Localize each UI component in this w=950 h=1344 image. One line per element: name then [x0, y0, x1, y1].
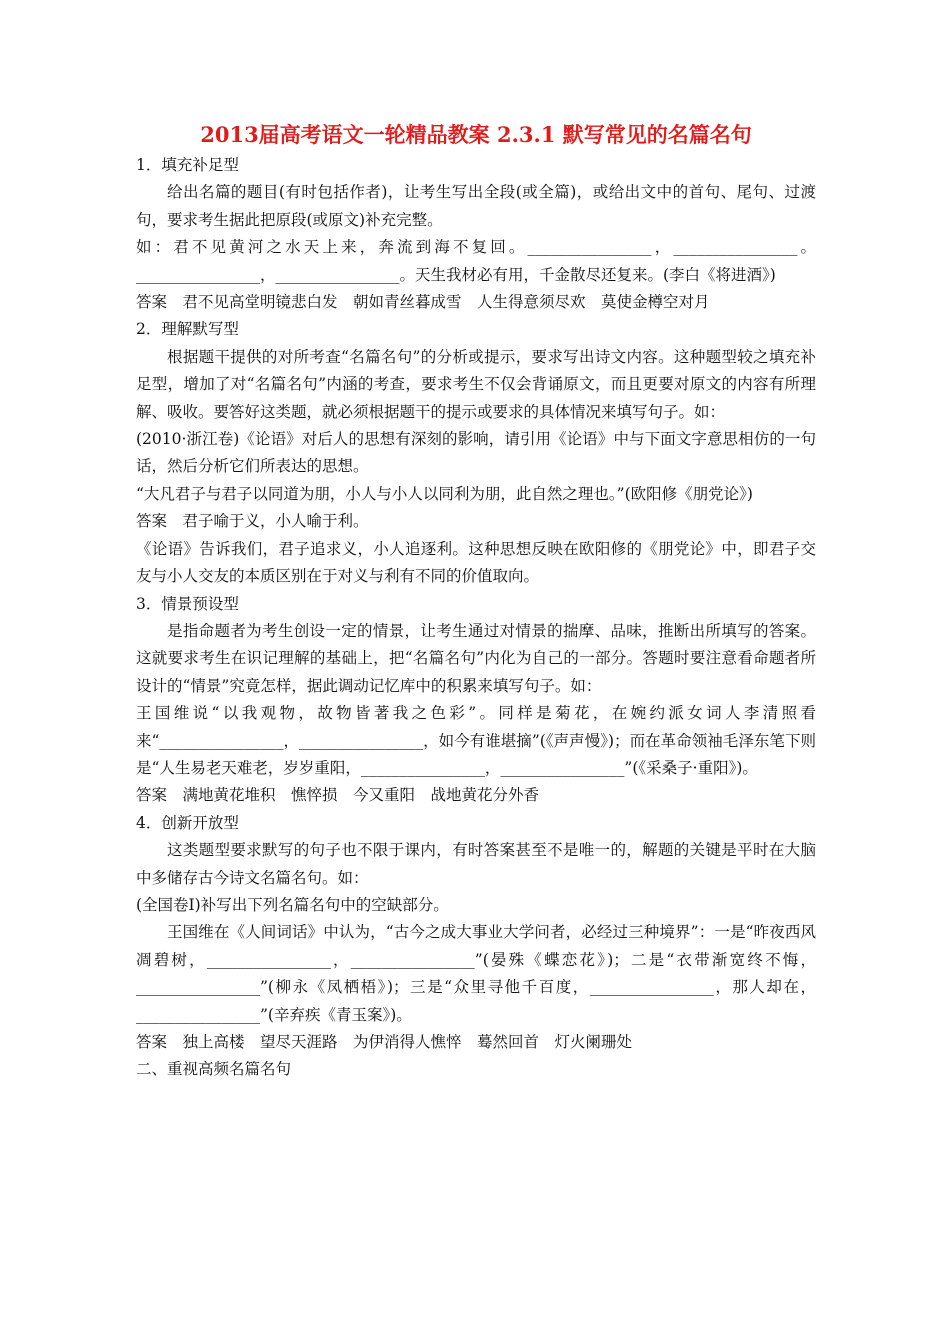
section-heading: 4．创新开放型	[136, 813, 239, 832]
paragraph: 《论语》告诉我们，君子追求义，小人追逐利。这种思想反映在欧阳修的《朋党论》中，即君子交友与小人交友的本质区别在于对义与利有不同的价值取向。	[136, 539, 816, 586]
paragraph: 答案 满地黄花堆积 憔悴损 今又重阳 战地黄花分外香	[136, 786, 540, 805]
paragraph: 答案 君不见高堂明镜悲白发 朝如青丝暮成雪 人生得意须尽欢 莫使金樽空对月	[136, 293, 710, 312]
section-heading: 3．情景预设型	[136, 594, 239, 613]
paragraph: “大凡君子与君子以同道为朋，小人与小人以同利为朋，此自然之理也。”(欧阳修《朋党论》)	[136, 484, 753, 503]
document-page	[136, 118, 816, 1084]
paragraph: (2010·浙江卷)《论语》对后人的思想有深刻的影响，请引用《论语》中与下面文字意思相仿的一句话，然后分析它们所表达的思想。	[136, 430, 816, 476]
section-heading: 二、重视高频名篇名句	[136, 1060, 292, 1079]
paragraph: 给出名篇的题目(有时包括作者)，让考生写出全段(或全篇)，或给出文中的首句、尾句、过渡句，要求考生据此把原段(或原文)补充完整。	[136, 183, 816, 229]
paragraph: 王国维说“以我观物，故物皆著我之色彩”。同样是菊花，在婉约派女词人李清照看来“________________，________________，如今有谁堪摘”(《声声慢》)；而在革命领袖毛泽东笔下则是“人生易老天难老，岁岁重阳，________________，________________”(《采桑子·重阳》)。	[136, 704, 816, 777]
paragraph: 根据题干提供的对所考查“名篇名句”的分析或提示，要求写出诗文内容。这种题型较之填充补足型，增加了对“名篇名句”内涵的考查，要求考生不仅会背诵原文，而且更要对原文的内容有所理解、吸收。要答好这类题，就必须根据题干的提示或要求的具体情况来填写句子。如：	[136, 347, 816, 421]
paragraph: 答案 独上高楼 望尽天涯路 为伊消得人憔悴 蓦然回首 灯火阑珊处	[136, 1033, 633, 1051]
paragraph: 王国维在《人间词话》中认为，“古今之成大事业大学问者，必经过三种境界”：一是“昨夜西风凋碧树，________________，________________”(晏殊《蝶恋花》)；二是“衣带渐宽终不悔，________________”(柳永《凤栖梧》)；三是“众里寻他千百度，________________，那人却在，________________”(辛弃疾《青玉案》)。	[136, 923, 816, 1024]
document-body	[136, 152, 816, 1084]
paragraph: 如：君不见黄河之水天上来，奔流到海不复回。________________，________________。________________，________________。天生我材必有用，千金散尽还复来。(李白《将进酒》)	[136, 238, 816, 284]
document-title: 2013届高考语文一轮精品教案 2.3.1 默写常见的名篇名句	[200, 122, 752, 147]
section-heading: 1．填充补足型	[136, 156, 239, 174]
paragraph: 答案 君子喻于义，小人喻于利。	[136, 512, 369, 531]
paragraph: (全国卷Ⅰ)补写出下列名篇名句中的空缺部分。	[136, 895, 449, 914]
section-heading: 2．理解默写型	[136, 320, 239, 339]
paragraph: 这类题型要求默写的句子也不限于课内，有时答案甚至不是唯一的，解题的关键是平时在大脑中多储存古今诗文名篇名句。如：	[136, 841, 816, 887]
paragraph: 是指命题者为考生创设一定的情景，让考生通过对情景的揣摩、品味，推断出所填写的答案。这就要求考生在识记理解的基础上，把“名篇名句”内化为自己的一部分。答题时要注意看命题者所设计的“情景”究竟怎样，据此调动记忆库中的积累来填写句子。如：	[136, 621, 816, 695]
